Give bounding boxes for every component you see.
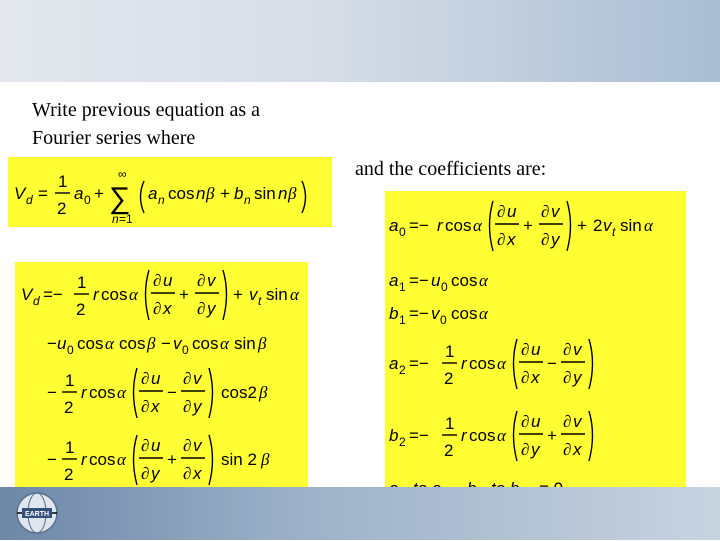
svg-text:∂: ∂ [153,299,162,318]
svg-text:2: 2 [399,363,406,377]
svg-text:∂: ∂ [183,464,192,483]
intro-text [32,96,352,152]
svg-text:d: d [26,193,33,207]
svg-text:y: y [151,464,160,483]
svg-text:∂: ∂ [183,397,192,416]
svg-text:∂: ∂ [563,340,572,359]
svg-text:n: n [278,184,288,203]
svg-text:v: v [193,369,202,388]
svg-text:b: b [234,184,244,203]
svg-text:∂: ∂ [541,230,550,249]
svg-text:cos: cos [101,285,128,304]
svg-text:0: 0 [441,280,448,294]
svg-text:1: 1 [65,438,75,457]
svg-text:0: 0 [399,225,406,239]
svg-text:−: − [161,334,171,353]
header-band [0,0,720,82]
svg-text:=−: =− [43,285,63,304]
svg-text:y: y [531,440,540,459]
svg-text:∂: ∂ [563,440,572,459]
svg-text:+: + [577,216,587,235]
svg-text:cos: cos [451,304,478,323]
coefficients-equation [385,191,686,505]
svg-text:−: − [547,354,557,373]
svg-text:v: v [573,412,582,431]
svg-text:∂: ∂ [183,369,192,388]
svg-text:=1: =1 [119,212,133,226]
svg-text:V: V [21,285,33,304]
svg-text:β: β [259,383,268,402]
svg-text:2: 2 [399,435,406,449]
svg-text:α: α [479,271,488,290]
svg-text:cos: cos [77,334,104,353]
svg-text:2: 2 [76,300,86,319]
svg-text:α: α [644,216,653,235]
svg-text:2: 2 [64,398,74,417]
svg-text:+: + [94,184,104,203]
svg-text:−: − [47,383,57,402]
svg-text:1: 1 [399,313,406,327]
svg-text:r: r [437,216,443,235]
svg-text:x: x [151,397,160,416]
svg-text:n: n [244,193,251,207]
logo-text: EARTH [24,511,50,518]
svg-text:∂: ∂ [141,369,150,388]
svg-text:∂: ∂ [563,368,572,387]
fourier-series-equation [8,157,332,227]
svg-text:x: x [507,230,516,249]
svg-text:t: t [258,294,262,308]
svg-text:∂: ∂ [521,440,530,459]
svg-text:1: 1 [399,280,406,294]
svg-text:v: v [193,436,202,455]
svg-text:=−: =− [409,271,429,290]
svg-text:+: + [523,216,533,235]
svg-text:∂: ∂ [521,412,530,431]
svg-text:=−: =− [409,304,429,323]
svg-text:r: r [461,354,467,373]
svg-text:a: a [74,184,84,203]
svg-text:α: α [117,450,126,469]
svg-text:u: u [531,340,541,359]
svg-text:=: = [38,184,48,203]
svg-text:d: d [33,294,40,308]
svg-text:∂: ∂ [497,230,506,249]
svg-text:a: a [389,216,399,235]
svg-text:2: 2 [444,369,454,388]
svg-text:∂: ∂ [197,299,206,318]
svg-text:u: u [431,271,441,290]
svg-text:1: 1 [445,414,455,433]
svg-text:V: V [14,184,26,203]
svg-text:0: 0 [440,313,447,327]
svg-text:−: − [47,450,57,469]
svg-text:−: − [47,334,57,353]
svg-text:n: n [112,212,119,226]
svg-text:v: v [603,216,612,235]
svg-text:u: u [507,202,517,221]
coefficients-heading: and the coefficients are: [355,158,547,180]
svg-text:∞: ∞ [118,167,127,181]
svg-text:cos: cos [469,354,496,373]
svg-text:=−: =− [409,426,429,445]
svg-text:sin: sin [254,184,276,203]
svg-text:1: 1 [65,371,75,390]
svg-text:x: x [531,368,540,387]
svg-text:t: t [612,225,616,239]
svg-text:a: a [389,354,399,373]
svg-text:∑: ∑ [109,182,131,215]
svg-text:−: − [167,383,177,402]
svg-text:cos: cos [469,426,496,445]
svg-text:=−: =− [409,354,429,373]
svg-text:=−: =− [409,216,429,235]
svg-text:α: α [220,334,229,353]
svg-text:0: 0 [67,343,74,357]
svg-text:∂: ∂ [563,412,572,431]
svg-text:α: α [479,304,488,323]
svg-text:cos: cos [445,216,472,235]
footer-band [0,487,720,540]
svg-text:x: x [573,440,582,459]
svg-text:b: b [389,426,399,445]
svg-text:α: α [117,383,126,402]
svg-text:α: α [473,216,482,235]
svg-text:sin: sin [234,334,256,353]
svg-text:x: x [193,464,202,483]
svg-text:+: + [233,285,243,304]
svg-text:y: y [573,368,582,387]
svg-text:cos: cos [192,334,219,353]
svg-text:1: 1 [445,342,455,361]
svg-text:v: v [551,202,560,221]
svg-text:1: 1 [58,172,68,191]
svg-text:sin: sin [266,285,288,304]
svg-text:∂: ∂ [141,464,150,483]
svg-text:∂: ∂ [197,271,206,290]
svg-text:a: a [148,184,158,203]
svg-text:cos: cos [168,184,195,203]
svg-text:x: x [163,299,172,318]
svg-text:cos: cos [451,271,478,290]
svg-text:α: α [105,334,114,353]
svg-text:v: v [207,271,216,290]
svg-text:∂: ∂ [141,436,150,455]
svg-text:∂: ∂ [153,271,162,290]
svg-text:1: 1 [77,273,87,292]
velocity-expansion-equation [15,262,308,492]
svg-text:2: 2 [64,465,74,484]
svg-text:sin: sin [620,216,642,235]
svg-text:0: 0 [84,193,91,207]
svg-text:b: b [389,304,399,323]
svg-text:+: + [547,426,557,445]
svg-text:cos2: cos2 [221,383,257,402]
svg-text:β: β [261,450,270,469]
svg-text:u: u [531,412,541,431]
svg-text:+: + [179,285,189,304]
svg-text:v: v [573,340,582,359]
svg-text:cos: cos [89,450,116,469]
svg-text:β: β [206,184,215,203]
svg-text:y: y [193,397,202,416]
svg-text:α: α [129,285,138,304]
svg-text:r: r [81,383,87,402]
svg-text:u: u [151,369,161,388]
svg-text:+: + [167,450,177,469]
svg-text:u: u [57,334,67,353]
svg-text:2: 2 [57,199,67,218]
svg-text:∂: ∂ [541,202,550,221]
svg-text:v: v [249,285,258,304]
svg-text:2: 2 [444,441,454,460]
svg-text:a: a [389,271,399,290]
svg-text:n: n [196,184,206,203]
globe-icon [14,490,60,536]
svg-text:β: β [258,334,267,353]
svg-text:y: y [207,299,216,318]
svg-text:α: α [497,426,506,445]
svg-text:α: α [497,354,506,373]
svg-text:r: r [81,450,87,469]
svg-text:0: 0 [182,343,189,357]
svg-text:2: 2 [593,216,603,235]
intro-line-2: Fourier series where [32,127,196,149]
svg-text:β: β [147,334,156,353]
svg-text:β: β [288,184,297,203]
svg-text:v: v [431,304,440,323]
svg-text:cos: cos [119,334,146,353]
svg-text:α: α [290,285,299,304]
svg-text:u: u [163,271,173,290]
svg-text:v: v [173,334,182,353]
svg-text:u: u [151,436,161,455]
intro-line-1: Write previous equation as a [32,99,261,121]
svg-text:sin 2: sin 2 [221,450,257,469]
svg-text:+: + [220,184,230,203]
svg-text:cos: cos [89,383,116,402]
svg-text:∂: ∂ [521,368,530,387]
svg-text:∂: ∂ [521,340,530,359]
svg-text:∂: ∂ [497,202,506,221]
svg-text:∂: ∂ [183,436,192,455]
svg-text:y: y [551,230,560,249]
svg-text:r: r [461,426,467,445]
svg-text:∂: ∂ [141,397,150,416]
svg-text:n: n [158,193,165,207]
svg-text:r: r [93,285,99,304]
